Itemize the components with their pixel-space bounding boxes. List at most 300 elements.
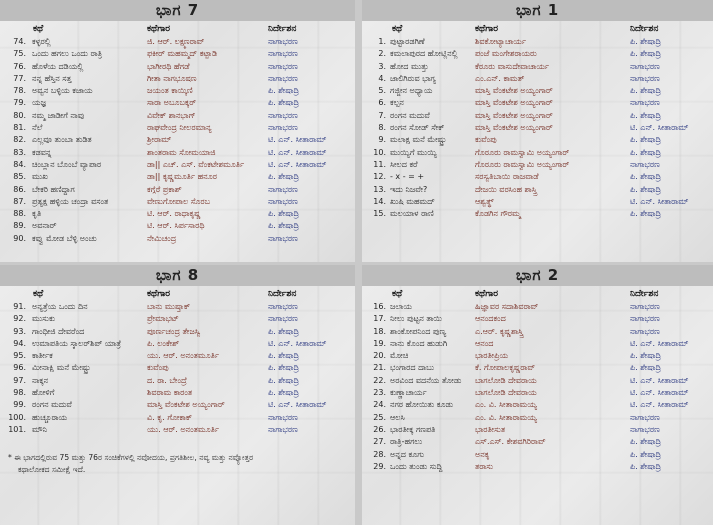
story-number: 93. xyxy=(13,326,26,336)
story-director: ನಾಗಾಭರಣ xyxy=(268,123,298,133)
story-author: ದೇಜಯಿ ವರಸಿಂಹ ಶಾಸ್ತ್ರಿ xyxy=(475,184,537,194)
col-header-director: ನಿರ್ದೇಶನ xyxy=(630,24,659,34)
story-title: ಕಾರ್ತೀಕ xyxy=(32,351,53,361)
story-title: ಪ್ರತ್ಯಕ್ಷ ಹಳ್ಳಿಯ ಚಂದ್ರಾ ವಸಂತ xyxy=(32,196,109,206)
story-number: 81. xyxy=(13,123,26,133)
story-row xyxy=(0,73,355,85)
story-director: ಟಿ. ಎನ್. ಸೀತಾರಾಮ್ xyxy=(268,147,327,157)
story-director: ಟಿ. ಎನ್. ಸೀತಾರಾಮ್ xyxy=(630,196,689,206)
story-director: ಟಿ. ಎನ್. ಸೀತಾರಾಮ್ xyxy=(630,400,689,410)
story-title: ಅನ್ನದ ಕೂಗು xyxy=(390,449,425,459)
story-director: ಪಿ. ಶೇಷಾದ್ರಿ xyxy=(630,135,662,145)
panel-title: ಭಾಗ 7 xyxy=(0,0,355,21)
story-author: ಜಿ. ಆರ್. ಲಕ್ಷ್ಮಣರಾವ್ xyxy=(147,37,205,46)
story-row xyxy=(362,134,713,146)
story-number: 26. xyxy=(373,424,386,434)
col-header-author: ಕಥೆಗಾರ xyxy=(147,24,171,34)
story-row xyxy=(0,110,355,122)
story-author: ಎ.ಆರ್. ಕೃಷ್ಣಶಾಸ್ತ್ರಿ xyxy=(475,326,524,336)
story-director: ನಾಗಾಭರಣ xyxy=(268,110,298,120)
story-author: ಶಿವರಾಮ ಕಾರಂತ xyxy=(147,388,193,398)
story-row xyxy=(362,412,713,424)
story-director: ಪಿ. ಶೇಷಾದ್ರಿ xyxy=(268,326,300,336)
story-row xyxy=(0,220,355,232)
story-title: ಒಂದು ತುಂಡು ಸುದ್ದಿ xyxy=(390,461,443,471)
panel-title: ಭಾಗ 8 xyxy=(0,265,355,286)
story-director: ನಾಗಾಭರಣ xyxy=(268,184,298,194)
col-header-director: ನಿರ್ದೇಶನ xyxy=(268,24,297,34)
story-row xyxy=(362,122,713,134)
story-row xyxy=(0,233,355,245)
story-number: 24. xyxy=(373,400,386,410)
story-number: 11. xyxy=(373,159,386,169)
story-author: ಫಕೀರ್ ಮಹಮ್ಮದ್ ಕಟ್ಪಾಡಿ xyxy=(147,49,218,59)
story-row xyxy=(362,110,713,122)
story-director: ಪಿ. ಶೇಷಾದ್ರಿ xyxy=(268,221,300,231)
story-author: ಆನಂದ xyxy=(475,338,494,348)
story-director: ನಾಗಾಭರಣ xyxy=(630,412,660,422)
story-author: ಎಂ. ವಿ. ಸೀತಾರಾಮಯ್ಯ xyxy=(475,412,537,422)
story-number: 12. xyxy=(373,172,386,182)
story-number: 100. xyxy=(8,412,26,422)
story-director: ನಾಗಾಭರಣ xyxy=(268,37,298,46)
story-number: 22. xyxy=(373,375,386,385)
story-title: ರಂಗನ ಮದುವೆ xyxy=(390,110,430,120)
story-number: 94. xyxy=(13,338,26,348)
panel-bhaga-1 xyxy=(362,0,713,262)
story-author: ಎಸ್.ಎಸ್. ಕೇಶವಗಿರಿರಾವ್ xyxy=(475,437,546,447)
story-author: ವಿ. ಕೃ. ಗೋಕಾಕ್ xyxy=(147,412,193,422)
story-row xyxy=(0,301,355,313)
story-row xyxy=(362,48,713,60)
story-row xyxy=(362,36,713,48)
col-header-director: ನಿರ್ದೇಶನ xyxy=(268,289,297,299)
story-number: 74. xyxy=(13,37,26,46)
story-row xyxy=(362,362,713,374)
story-number: 101. xyxy=(8,424,26,434)
story-author: ತರಾಸು xyxy=(475,461,494,471)
story-author: ರಾಘವೇಂದ್ರ ನೀಲರಮಾನ್ಯ xyxy=(147,123,212,133)
story-author: ಆಶ್ವತ್ಥ್ xyxy=(475,196,494,206)
story-director: ನಾಗಾಭರಣ xyxy=(268,49,298,59)
story-author: ಶಿವಕೋಟ್ಯಾಚಾರ್ಯ xyxy=(475,37,527,46)
story-number: 97. xyxy=(13,375,26,385)
story-row xyxy=(0,375,355,387)
story-author: ದ. ರಾ. ಬೇಂದ್ರೆ xyxy=(147,375,187,385)
story-author: ವೇಣುಗೋಪಾಲ ಸೊರಬ xyxy=(147,196,211,206)
story-title: ಕುಣ್ಣಾಚಾರ್ಯ xyxy=(390,388,427,398)
story-director: ಟಿ. ಎನ್. ಸೀತಾರಾಮ್ xyxy=(268,159,327,169)
story-director: ನಾಗಾಭರಣ xyxy=(268,314,298,324)
story-number: 20. xyxy=(373,351,386,361)
story-number: 13. xyxy=(373,184,386,194)
story-row xyxy=(362,73,713,85)
column-headers xyxy=(362,21,713,36)
col-header-director: ನಿರ್ದೇಶನ xyxy=(630,289,659,299)
story-director: ಪಿ. ಶೇಷಾದ್ರಿ xyxy=(630,172,662,182)
col-header-story: ಕಥೆ xyxy=(33,289,44,299)
story-row xyxy=(0,387,355,399)
story-row xyxy=(0,134,355,146)
story-number: 80. xyxy=(13,110,26,120)
story-row xyxy=(362,338,713,350)
col-header-story: ಕಥೆ xyxy=(33,24,44,34)
story-director: ಪಿ. ಶೇಷಾದ್ರಿ xyxy=(268,375,300,385)
story-title: ಮೀನಾಕ್ಷಿ ಮನೆ ಮೇಷ್ಟ್ರು xyxy=(32,363,91,373)
story-number: 27. xyxy=(373,437,386,447)
story-director: ನಾಗಾಭರಣ xyxy=(630,73,660,83)
story-number: 90. xyxy=(13,233,26,243)
story-row xyxy=(0,85,355,97)
story-author: ಭಾರತೀಪ್ರಿಯ xyxy=(475,351,509,361)
story-row xyxy=(0,171,355,183)
footnote-line-2: ಕಥಾಲೋಕದ ಸಮೀಕ್ಷೆ ಇದೆ. xyxy=(18,465,86,474)
story-director: ಪಿ. ಶೇಷಾದ್ರಿ xyxy=(268,209,300,219)
story-author: ಗೀತಾ ನಾಗಭೂಷಣ xyxy=(147,73,197,83)
story-title: ಒಂದು ಹಗಲು ಒಂದು ರಾತ್ರಿ xyxy=(32,49,103,59)
story-author: ಆನಂದಕಂದ xyxy=(475,314,506,324)
story-row xyxy=(0,424,355,436)
story-director: ನಾಗಾಭರಣ xyxy=(268,233,298,243)
story-title: ಮುಯ್ಯಿಗೆ ಮುಯ್ಯಿ xyxy=(390,147,437,157)
story-number: 95. xyxy=(13,351,26,361)
story-title: ಶಾಂಕೋಪನಿಂದ ಪುಣ್ಯ xyxy=(390,326,447,336)
story-row xyxy=(362,171,713,183)
story-title: ಮಲಾಕ್ಷ ಮನೆ ಮೇಷ್ಟ್ರು xyxy=(390,135,447,145)
story-row xyxy=(362,61,713,73)
story-director: ಟಿ. ಎನ್. ಸೀತಾರಾಮ್ xyxy=(630,388,689,398)
story-title: ಭಾರತೀಕ್ಕ ಗಣಪತಿ xyxy=(390,424,436,434)
story-author: ಮಾಸ್ತಿ ವೆಂಕಟೇಶ ಅಯ್ಯಂಗಾರ್ xyxy=(475,98,553,108)
story-row xyxy=(362,326,713,338)
story-director: ನಾಗಾಭರಣ xyxy=(268,302,298,311)
story-author: ಭಾಗೀರಥಿ ಹೆಗಡೆ xyxy=(147,61,190,71)
story-number: 9. xyxy=(378,135,386,145)
story-row xyxy=(362,424,713,436)
story-row xyxy=(362,147,713,159)
story-director: ನಾಗಾಭರಣ xyxy=(630,98,660,108)
story-title: ನಮ್ಮ ಜಾಡೀಗೆ ನಾವು xyxy=(32,110,85,120)
story-author: ಮಾಸ್ತಿ ವೆಂಕಟೇಶ ಅಯ್ಯಂಗಾರ್ xyxy=(475,110,553,120)
story-author: ಹಿಜ್ಞಾವರ ಸದಾಶಿವರಾವ್ xyxy=(475,302,539,311)
story-row xyxy=(362,196,713,208)
story-row xyxy=(362,97,713,109)
story-row xyxy=(0,159,355,171)
story-title: ಆಲಸಿ xyxy=(390,412,405,422)
story-author: ನೇಮಿಚಂದ್ರ xyxy=(147,233,177,243)
story-title: ಪುಟ್ಟಾರಡಗಿಣೆ xyxy=(390,37,425,46)
story-director: ಪಿ. ಶೇಷಾದ್ರಿ xyxy=(630,449,662,459)
story-title: ಎಲ್ಲವೂ ತುಂಬಾ ತುಡಿತ xyxy=(32,135,92,145)
story-title: ಖುಷಿ ಮಹಮದ್ xyxy=(390,196,435,206)
story-number: 86. xyxy=(13,184,26,194)
story-title: ಹೋಳಿಗೆ xyxy=(32,388,55,398)
story-row xyxy=(362,301,713,313)
story-number: 6. xyxy=(378,98,386,108)
story-number: 7. xyxy=(378,110,386,120)
story-title: ಮೋಚಿ xyxy=(390,351,409,361)
story-title: ನೆಲೆ xyxy=(32,123,43,133)
story-number: 15. xyxy=(373,209,386,219)
story-author: ಸಾರಾ ಅಬೂಬಕ್ಕರ್ xyxy=(147,98,197,108)
story-row xyxy=(0,313,355,325)
story-row xyxy=(0,122,355,134)
story-title: ರಂಗನ ಮದುವೆ xyxy=(32,400,72,410)
story-row xyxy=(0,362,355,374)
story-title: ನನ್ನ ಹೆಸ್ತಿನ ಸತ್ತ xyxy=(32,73,72,83)
story-author: ಬಾಗಲೋಡಿ ದೇವರಾಯ xyxy=(475,375,537,385)
story-row xyxy=(0,399,355,411)
story-number: 1. xyxy=(378,37,386,46)
story-number: 18. xyxy=(373,326,386,336)
story-author: ಕೆರೂರು ವಾಸುದೇವಾಚಾರ್ಯ xyxy=(475,61,550,71)
story-director: ನಾಗಾಭರಣ xyxy=(630,61,660,71)
panel-bhaga-7 xyxy=(0,0,355,262)
footnote-line-1: * ಈ ಭಾಗದಲ್ಲಿರುವ 75 ಮತ್ತು 76ರ ಸಂಚಿಕೆಗಳಲ್ಲಿ ನವೋದಯ, ಪ್ರಗತಿಶೀಲ, ನವ್ಯ ಮತ್ತು ನವ್ಯೋತ್ತರ xyxy=(8,453,254,462)
story-author: ಯು. ಆರ್. ಅನಂತಮೂರ್ತಿ xyxy=(147,351,219,361)
story-row xyxy=(0,184,355,196)
story-title: ಗಾಂಧೀಜಿ ದೇವರೆಂದ xyxy=(32,326,85,336)
story-row xyxy=(362,85,713,97)
story-director: ಪಿ. ಶೇಷಾದ್ರಿ xyxy=(630,110,662,120)
story-title: ಭಂಗಾರದ ದಾಬು xyxy=(390,363,435,373)
story-title: ಚಿಂಬ್ಲಾನ ಬೊಂಬೆ ವ್ಯಾಪಾರ xyxy=(32,159,102,169)
story-row xyxy=(0,350,355,362)
story-number: 29. xyxy=(373,461,386,471)
column-headers xyxy=(362,286,713,301)
story-director: ಟಿ. ಎನ್. ಸೀತಾರಾಮ್ xyxy=(630,375,689,385)
story-title: ಕವ್ವು ಮೋಡ ಬೆಳ್ಳಿ ಅಂಚು xyxy=(32,233,97,243)
panel-bhaga-2 xyxy=(362,265,713,525)
story-author: ಟಿ. ಆರ್. ರಾಧಾಕೃಷ್ಣ xyxy=(147,209,201,219)
story-title: ಮುಖ xyxy=(32,172,48,182)
story-director: ನಾಗಾಭರಣ xyxy=(268,61,298,71)
story-director: ಪಿ. ಶೇಷಾದ್ರಿ xyxy=(630,437,662,447)
story-row xyxy=(0,412,355,424)
story-title: ಅನ್ಯತ್ರೆಯ ಒಂದು ದಿನ xyxy=(32,302,88,311)
story-author: ಪಂಜೆ ಮಂಗೇಶರಾಯರು xyxy=(475,49,537,59)
story-row xyxy=(0,326,355,338)
story-director: ಪಿ. ಶೇಷಾದ್ರಿ xyxy=(630,147,662,157)
story-author: ಶ್ರೀರಾಮ್ xyxy=(147,135,172,145)
story-number: 25. xyxy=(373,412,386,422)
story-author: ಸರಸ್ವತಿಬಾಯಿ ರಾಜವಾಡೆ xyxy=(475,172,539,182)
story-title: ಕಲ್ಪನ xyxy=(390,98,404,108)
story-number: 91. xyxy=(13,302,26,311)
story-author: ಮಾಸ್ತಿ ವೆಂಕಟೇಶ ಅಯ್ಯಂಗಾರ್ xyxy=(475,86,553,96)
story-number: 83. xyxy=(13,147,26,157)
story-director: ಪಿ. ಶೇಷಾದ್ರಿ xyxy=(268,351,300,361)
panel-title: ಭಾಗ 2 xyxy=(362,265,713,286)
story-number: 16. xyxy=(373,302,386,311)
story-title: ಹುಚ್ಚೂರಾಯ xyxy=(32,412,68,422)
story-number: 79. xyxy=(13,98,26,108)
story-title: ಮಲಯಾಳ ರಾಣಿ xyxy=(390,209,434,219)
story-director: ನಾಗಾಭರಣ xyxy=(630,302,660,311)
story-author: ಎಂ.ಎನ್. ಕಾಮತ್ xyxy=(475,73,525,83)
column-headers xyxy=(0,286,355,301)
story-number: 75. xyxy=(13,49,26,59)
story-number: 88. xyxy=(13,209,26,219)
story-title: ಕಳ್ಳರಲ್ಲಿ xyxy=(32,37,51,46)
story-author: ಕಗ್ಗೆರೆ ಪ್ರಕಾಶ್ xyxy=(147,184,182,194)
story-author: ಯು. ಆರ್. ಅನಂತಮೂರ್ತಿ xyxy=(147,424,219,434)
story-director: ಪಿ. ಶೇಷಾದ್ರಿ xyxy=(630,351,662,361)
story-row xyxy=(362,387,713,399)
col-header-story: ಕಥೆ xyxy=(392,24,403,34)
story-title: ಕಡವನ್ನ xyxy=(32,147,52,157)
story-title: ನಾಕ್ಕನ xyxy=(32,375,49,385)
story-number: 8. xyxy=(378,123,386,133)
story-number: 14. xyxy=(373,196,386,206)
story-title: ರಾತ್ರಿ-ಹಗಲು xyxy=(390,437,423,447)
story-number: 28. xyxy=(373,449,386,459)
story-number: 87. xyxy=(13,196,26,206)
story-director: ನಾಗಾಭರಣ xyxy=(268,196,298,206)
story-director: ನಾಗಾಭರಣ xyxy=(268,424,298,434)
story-author: ಭಾರತೀಸುತ xyxy=(475,424,506,434)
story-number: 77. xyxy=(13,73,26,83)
story-row xyxy=(0,36,355,48)
story-row xyxy=(362,375,713,387)
story-title: - x - = + xyxy=(390,172,425,182)
column-headers xyxy=(0,21,355,36)
story-author: ಜಯಂತ ಕಾಯ್ಕಿಣಿ xyxy=(147,86,193,96)
story-director: ಪಿ. ಶೇಷಾದ್ರಿ xyxy=(268,172,300,182)
story-row xyxy=(362,313,713,325)
story-director: ಪಿ. ಶೇಷಾದ್ರಿ xyxy=(630,86,662,96)
story-number: 10. xyxy=(373,147,386,157)
story-director: ಪಿ. ಶೇಷಾದ್ರಿ xyxy=(630,184,662,194)
story-author: ಬಾನು ಮುಷ್ತಾಕ್ xyxy=(147,302,191,311)
story-author: ಪೂರ್ಣಚಂದ್ರ ತೇಜಸ್ವಿ xyxy=(147,326,201,336)
story-row xyxy=(362,208,713,220)
story-author: ಕೊಡಗಿನ ಗೌರಮ್ಮ xyxy=(475,209,521,219)
story-number: 17. xyxy=(373,314,386,324)
story-number: 85. xyxy=(13,172,26,182)
story-director: ಪಿ. ಶೇಷಾದ್ರಿ xyxy=(268,86,300,96)
story-title: ಯಜ್ಞ xyxy=(32,98,46,108)
story-director: ನಾಗಾಭರಣ xyxy=(630,159,660,169)
story-row xyxy=(0,61,355,73)
story-row xyxy=(0,147,355,159)
story-title: ಕಮಲಾಪುರದ ಹೋಟ್ಲಿನಲ್ಲಿ xyxy=(390,49,458,59)
col-header-author: ಕಥೆಗಾರ xyxy=(147,289,171,299)
story-author: ಪಿ. ಲಂಕೇಶ್ xyxy=(147,338,180,348)
story-author: ಎಂ. ವಿ. ಸೀತಾರಾಮಯ್ಯ xyxy=(475,400,537,410)
story-director: ಪಿ. ಶೇಷಾದ್ರಿ xyxy=(630,37,662,46)
story-director: ನಾಗಾಭರಣ xyxy=(630,326,660,336)
story-director: ಪಿ. ಶೇಷಾದ್ರಿ xyxy=(630,363,662,373)
story-number: 89. xyxy=(13,221,26,231)
story-author: ಬಾಗಲೋಡಿ ದೇವರಾಯ xyxy=(475,388,537,398)
story-title: ಹೊಳೆಯ ದಡಿಯಲ್ಲಿ xyxy=(32,61,84,71)
story-number: 82. xyxy=(13,135,26,145)
story-director: ಟಿ. ಎನ್. ಸೀತಾರಾಮ್ xyxy=(268,135,327,145)
story-number: 99. xyxy=(13,400,26,410)
story-row xyxy=(0,48,355,60)
story-number: 76. xyxy=(13,61,26,71)
story-number: 84. xyxy=(13,159,26,169)
story-director: ಪಿ. ಶೇಷಾದ್ರಿ xyxy=(268,98,300,108)
story-number: 96. xyxy=(13,363,26,373)
story-title: ನೀಲು ಪುಟ್ಟನ ತಾಯಿ xyxy=(390,314,442,324)
story-author: ಡಾ|| ಕೃಷ್ಣಮೂರ್ತಿ ಹನೂರ xyxy=(147,172,217,182)
story-author: ಮಾಸ್ತಿ ವೆಂಕಟೇಶ ಅಯ್ಯಂಗಾರ್ xyxy=(147,400,225,410)
story-title: ಮೌನಿ xyxy=(32,424,48,434)
story-row xyxy=(362,399,713,411)
story-author: ಕುವೆಂಪು xyxy=(147,363,169,373)
story-row xyxy=(362,449,713,461)
col-header-story: ಕಥೆ xyxy=(392,289,403,299)
story-row xyxy=(362,436,713,448)
story-title: ಉಮಾಪತಿಯ ಸ್ಕಾಲರ್‌ಶಿಪ್ ಯಾತ್ರೆ xyxy=(32,338,122,348)
story-row xyxy=(0,97,355,109)
story-number: 78. xyxy=(13,86,26,96)
story-title: ಗಜ್ಜೀನ ಅಧ್ಯಾಯ xyxy=(390,86,433,96)
story-title: ಅರವಿಂದ ವದನೆಯ ತೋಡು xyxy=(390,375,462,385)
story-director: ಪಿ. ಶೇಷಾದ್ರಿ xyxy=(630,461,662,471)
story-number: 23. xyxy=(373,388,386,398)
story-number: 98. xyxy=(13,388,26,398)
story-director: ಟಿ. ಎನ್. ಸೀತಾರಾಮ್ xyxy=(268,338,327,348)
story-author: ಟಿ. ಆರ್. ಸಿರ್ಪಸಾರಥಿ xyxy=(147,221,205,231)
story-row xyxy=(0,196,355,208)
story-title: ಸೀಲದ ಕರೆ xyxy=(390,159,418,169)
story-director: ಟಿ. ಎನ್. ಸೀತಾರಾಮ್ xyxy=(268,400,327,410)
story-title: ಇದು ನಿಜವೇ? xyxy=(390,184,428,194)
col-header-author: ಕಥೆಗಾರ xyxy=(475,289,499,299)
story-author: ವಿವೇಕ್ ಶಾನಭಾಗ್ xyxy=(147,110,196,120)
story-title: ಹೋದ ಮುತ್ತು xyxy=(390,61,429,71)
story-number: 3. xyxy=(378,61,386,71)
story-director: ಪಿ. ಶೇಷಾದ್ರಿ xyxy=(630,209,662,219)
story-title: ಜಾಲಿಗಿರುವ ಭಾಗ್ಯ xyxy=(390,73,436,83)
story-director: ನಾಗಾಭರಣ xyxy=(630,424,660,434)
story-author: ಪ್ರೇಮಾಭಟ್ xyxy=(147,314,179,324)
story-title: ಕೃತಿ xyxy=(32,209,42,219)
story-author: ಗೊರೂರು ರಾಮಸ್ವಾಮಿ ಅಯ್ಯಂಗಾರ್ xyxy=(475,159,570,169)
story-director: ನಾಗಾಭರಣ xyxy=(268,73,298,83)
story-director: ಪಿ. ಶೇಷಾದ್ರಿ xyxy=(268,388,300,398)
story-title: ನಾನು ಕೊಂದ ಹುಡುಗಿ xyxy=(390,338,448,348)
story-author: ಮಾಸ್ತಿ ವೆಂಕಟೇಶ ಅಯ್ಯಂಗಾರ್ xyxy=(475,123,553,133)
story-row xyxy=(362,159,713,171)
story-director: ಪಿ. ಶೇಷಾದ್ರಿ xyxy=(630,49,662,59)
story-number: 2. xyxy=(378,49,386,59)
story-number: 4. xyxy=(378,73,386,83)
story-row xyxy=(0,208,355,220)
story-row xyxy=(362,350,713,362)
story-author: ಕೆ. ಗೋಪಾಲಕೃಷ್ಣರಾವ್ xyxy=(475,363,536,373)
story-author: ಅನಕೃ xyxy=(475,449,490,459)
story-author: ಡಾ|| ಎಚ್. ಎಸ್. ವೆಂಕಟೇಶಮೂರ್ತಿ xyxy=(147,159,245,169)
story-row xyxy=(0,338,355,350)
story-title: ಅವ್ವನ ಬಳ್ಳಿಯ ಕಜಾಯ xyxy=(32,86,93,96)
story-director: ನಾಗಾಭರಣ xyxy=(268,412,298,422)
story-author: ಶಾಂತರಾಮ ಸೋಮಯಾಜಿ xyxy=(147,147,216,157)
story-number: 21. xyxy=(373,363,386,373)
story-number: 19. xyxy=(373,338,386,348)
story-title: ಅವನಾರ್ xyxy=(32,221,57,231)
story-number: 5. xyxy=(378,86,386,96)
story-author: ಕುವೆಂಪು xyxy=(475,135,497,145)
story-title: ಬೇಕರಿ ಹಣಿದ್ದಾಗ xyxy=(32,184,75,194)
story-row xyxy=(362,184,713,196)
story-number: 92. xyxy=(13,314,26,324)
panel-bhaga-8 xyxy=(0,265,355,525)
story-director: ಟಿ. ಎನ್. ಸೀತಾರಾಮ್ xyxy=(630,338,689,348)
